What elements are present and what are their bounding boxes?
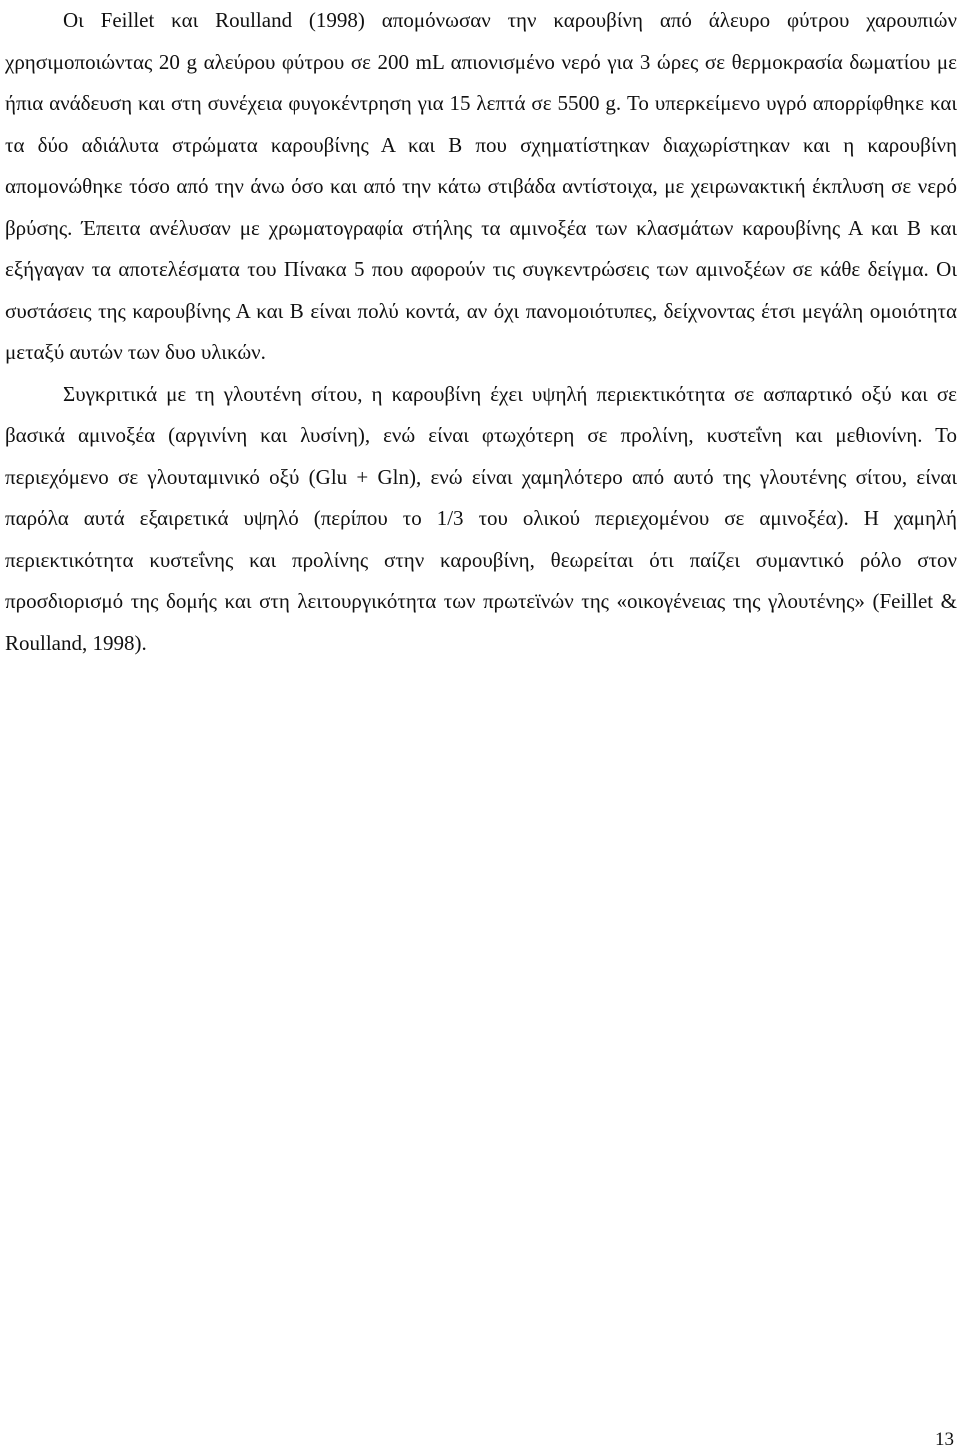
page-number: 13 — [935, 1429, 954, 1450]
document-body — [5, 0, 957, 664]
paragraph-carubin-isolation: Οι Feillet και Roulland (1998) απομόνωσαν την καρουβίνη από άλευρο φύτρου χαρουπιών χρησιμοποιώντας 20 g αλεύρου φύτρου σε 200 mL απιονισμένο νερό για 3 ώρες σε θερμοκρασία δωματίου με ήπια ανάδευση και στη συνέχεια φυγοκέντρηση για 15 λεπτά σε 5500 g. Το υπερκείμενο υγρό απορρίφθηκε και τα δύο αδιάλυτα στρώματα καρουβίνης Α και Β που σχηματίστηκαν διαχωρίστηκαν και η καρουβίνη απομονώθηκε τόσο από την άνω όσο και από την κάτω στιβάδα αντίστοιχα, με χειρωνακτική έκπλυση σε νερό βρύσης. Έπειτα ανέλυσαν με χρωματογραφία στήλης τα αμινοξέα των κλασμάτων καρουβίνης Α και Β και εξήγαγαν τα αποτελέσματα του Πίνακα 5 που αφορούν τις συγκεντρώσεις των αμινοξέων σε κάθε δείγμα. Οι συστάσεις της καρουβίνης Α και Β είναι πολύ κοντά, αν όχι πανομοιότυπες, δείχνοντας έτσι μεγάλη ομοιότητα μεταξύ αυτών των δυο υλικών. — [5, 8, 957, 364]
paragraph-gluten-comparison: Συγκριτικά με τη γλουτένη σίτου, η καρουβίνη έχει υψηλή περιεκτικότητα σε ασπαρτικό οξύ και σε βασικά αμινοξέα (αργινίνη και λυσίνη), ενώ είναι φτωχότερη σε προλίνη, κυστεΐνη και μεθιονίνη. Το περιεχόμενο σε γλουταμινικό οξύ (Glu + Gln), ενώ είναι χαμηλότερο από αυτό της γλουτένης σίτου, είναι παρόλα αυτά εξαιρετικά υψηλό (περίπου το 1/3 του ολικού περιεχομένου σε αμινοξέα). Η χαμηλή περιεκτικότητα κυστεΐνης και προλίνης στην καρουβίνη, θεωρείται ότι παίζει συμαντικό ρόλο στον προσδιορισμό της δομής και στη λειτουργικότητα των πρωτεϊνών της «οικογένειας της γλουτένης» (Feillet & Roulland, 1998). — [5, 381, 957, 655]
